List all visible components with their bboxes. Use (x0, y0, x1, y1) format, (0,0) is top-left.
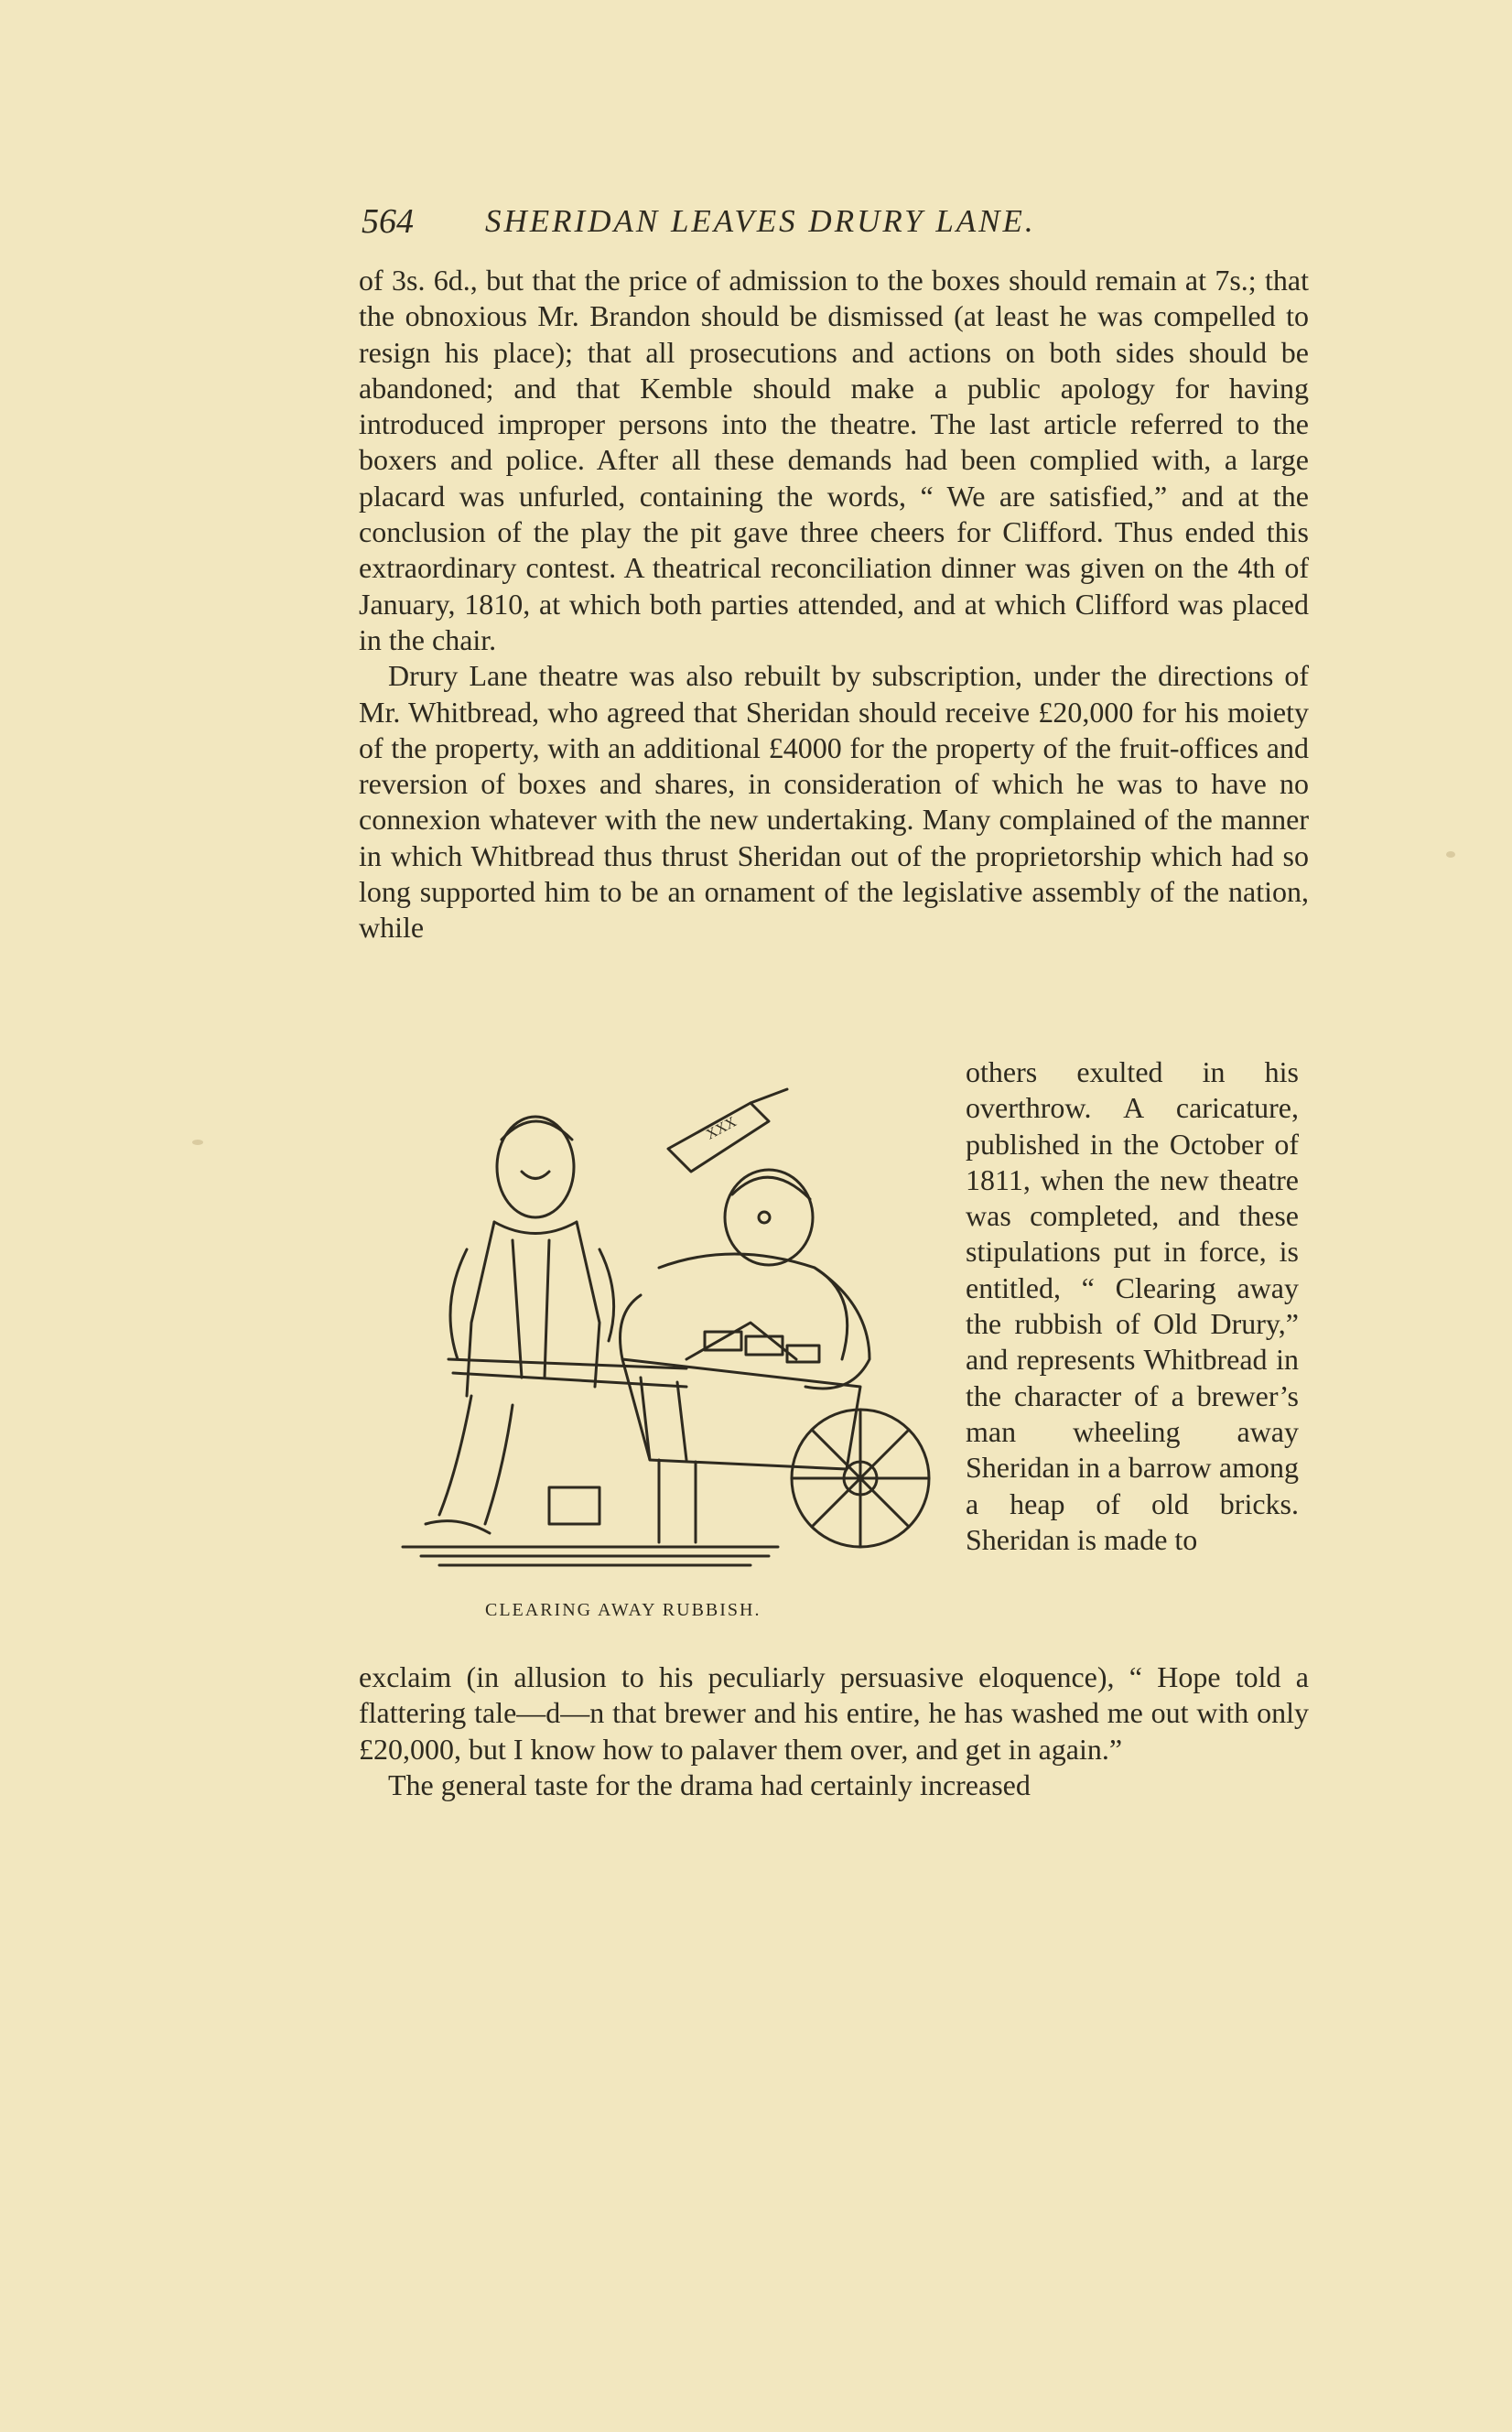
paragraph-1: of 3s. 6d., but that the price of admission to the boxes should remain at 7s.; that the obnoxious Mr. Brandon should be dismissed (at least he was compelled to resign his place); that all prosecutions and actions on both sides should be abandoned; and that Kemble should make a public apology for having introduced improper persons into the theatre. The last article referred to the boxers and police. After all these demands had been complied with, a large placard was unfurled, containing the words, “ We are satisfied,” and at the conclusion of the play the pit gave three cheers for Clifford. Thus ended this extraordinary contest. A theatrical reconciliation dinner was given on the 4th of January, 1810, at which both parties attended, and at which Clifford was placed in the chair. (359, 264, 1309, 656)
main-text-top (359, 263, 1309, 946)
running-head: SHERIDAN LEAVES DRURY LANE. (485, 203, 1036, 239)
caricature-illustration (384, 1085, 934, 1584)
page-header (362, 201, 1313, 247)
paragraph-last: The general taste for the drama had certainly increased (388, 1767, 1031, 1801)
paragraph-2: Drury Lane theatre was also rebuilt by subscription, under the directions of Mr. Whitbread, who agreed that Sheridan should receive £20,000 for his moiety of the property, with an additional £4000 for the property of the fruit-offices and reversion of boxes and shares, in consideration of which he was to have no connexion whatever with the new undertaking. Many complained of the manner in which Whitbread thus thrust Sheridan out of the proprietorship which had so long supported him to be an ornament of the legislative assembly of the nation, while (359, 659, 1309, 945)
woodcut-drawing (384, 1085, 934, 1584)
paper-speck (192, 1140, 203, 1145)
paper-speck (1446, 851, 1455, 858)
bottle-label: XXX (703, 1114, 740, 1143)
page-number: 564 (362, 202, 414, 241)
figure-caption: CLEARING AWAY RUBBISH. (485, 1600, 761, 1620)
wrapped-text-beside-figure: others exulted in his overthrow. A caricature, published in the October of 1811, when the new theatre was completed, and these stipulations put in force, is entitled, “ Clearing away the rubbish of Old Drury,” and represents Whitbread in the character of a brewer’s man wheeling away Sheridan in a barrow among a heap of old bricks. Sheridan is made to (966, 1055, 1299, 1556)
main-text-bottom (359, 1659, 1309, 1803)
paragraph-continuation: exclaim (in allusion to his peculiarly persuasive eloquence), “ Hope told a flattering tale—d—n that brewer and his entire, he has washed me out with only £20,000, but I know how to palaver them over, and get in again.” (359, 1660, 1309, 1766)
